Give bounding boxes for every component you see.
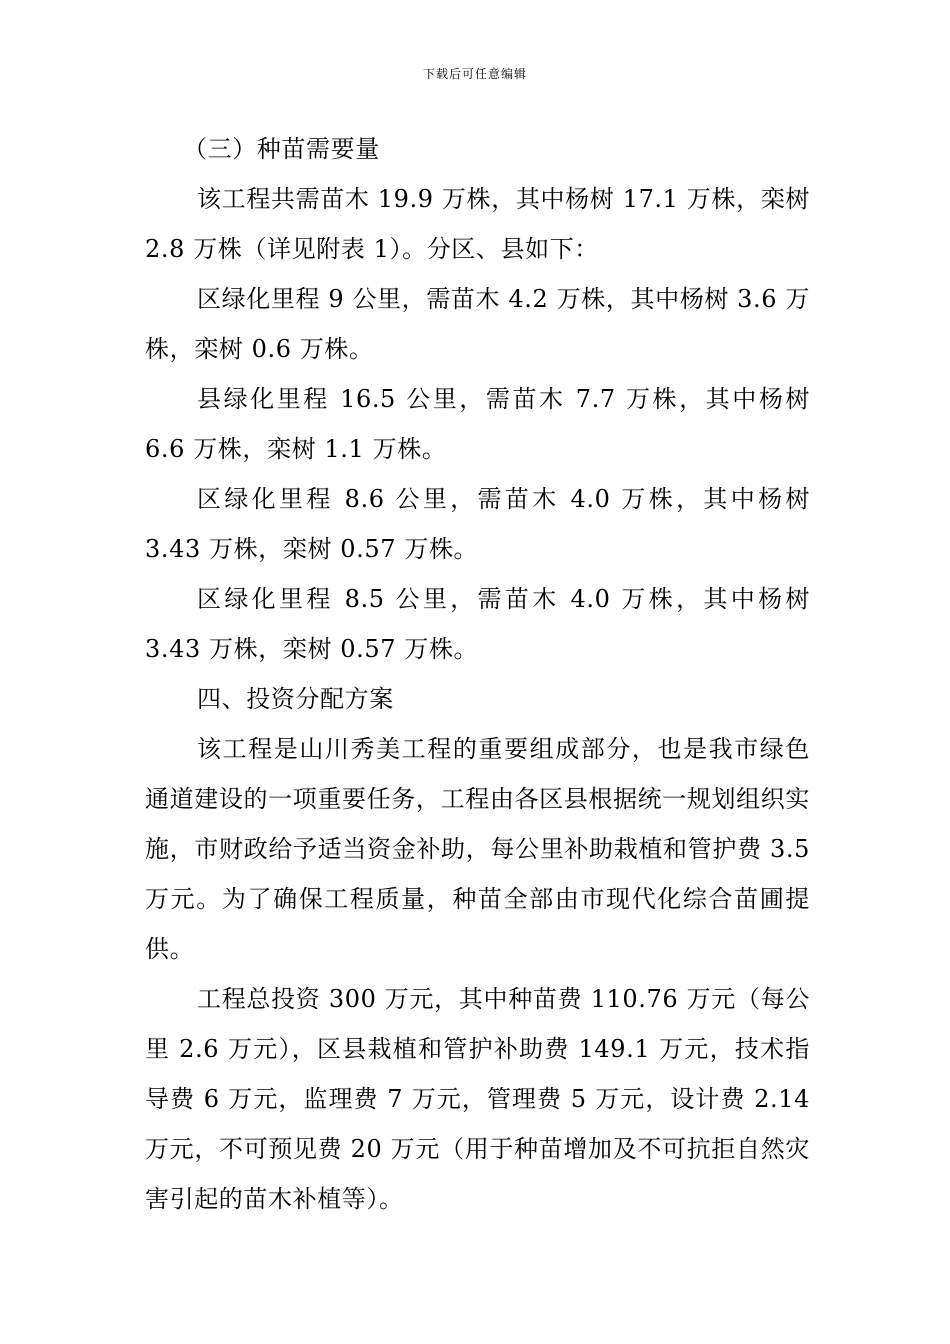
section-heading-seedling-demand: （三）种苗需要量: [183, 135, 380, 163]
paragraph-investment-breakdown: 工程总投资 300 万元，其中种苗费 110.76 万元（每公里 2.6 万元），区县栽植和管护补助费 149.1 万元，技术指导费 6 万元，监理费 7 万元，管理费 5 万元，设计费 2.14 万元，不可预见费 20 万元（用于种苗增加及不可抗拒自然灾害引起的苗木补植等）。: [145, 985, 810, 1213]
paragraph-district-2: 区绿化里程 8.6 公里，需苗木 4.0 万株，其中杨树 3.43 万株，栾树 0.57 万株。: [145, 485, 810, 563]
paragraph-project-description: 该工程是山川秀美工程的重要组成部分，也是我市绿色通道建设的一项重要任务，工程由各区县根据统一规划组织实施，市财政给予适当资金补助，每公里补助栽植和管护费 3.5 万元。为了确保工程质量，种苗全部由市现代化综合苗圃提供。: [145, 735, 810, 963]
document-body: [145, 124, 810, 1224]
paragraph-district-3: 区绿化里程 8.5 公里，需苗木 4.0 万株，其中杨树 3.43 万株，栾树 0.57 万株。: [145, 585, 810, 663]
page-header-watermark: 下载后可任意编辑: [422, 67, 527, 81]
paragraph-county: 县绿化里程 16.5 公里，需苗木 7.7 万株，其中杨树 6.6 万株，栾树 1.1 万株。: [145, 385, 810, 463]
paragraph-district-1: 区绿化里程 9 公里，需苗木 4.2 万株，其中杨树 3.6 万株，栾树 0.6 万株。: [145, 285, 810, 363]
section-heading-investment: 四、投资分配方案: [197, 685, 394, 713]
paragraph-total-seedlings: 该工程共需苗木 19.9 万株，其中杨树 17.1 万株，栾树 2.8 万株（详见附表 1）。分区、县如下：: [145, 185, 810, 263]
